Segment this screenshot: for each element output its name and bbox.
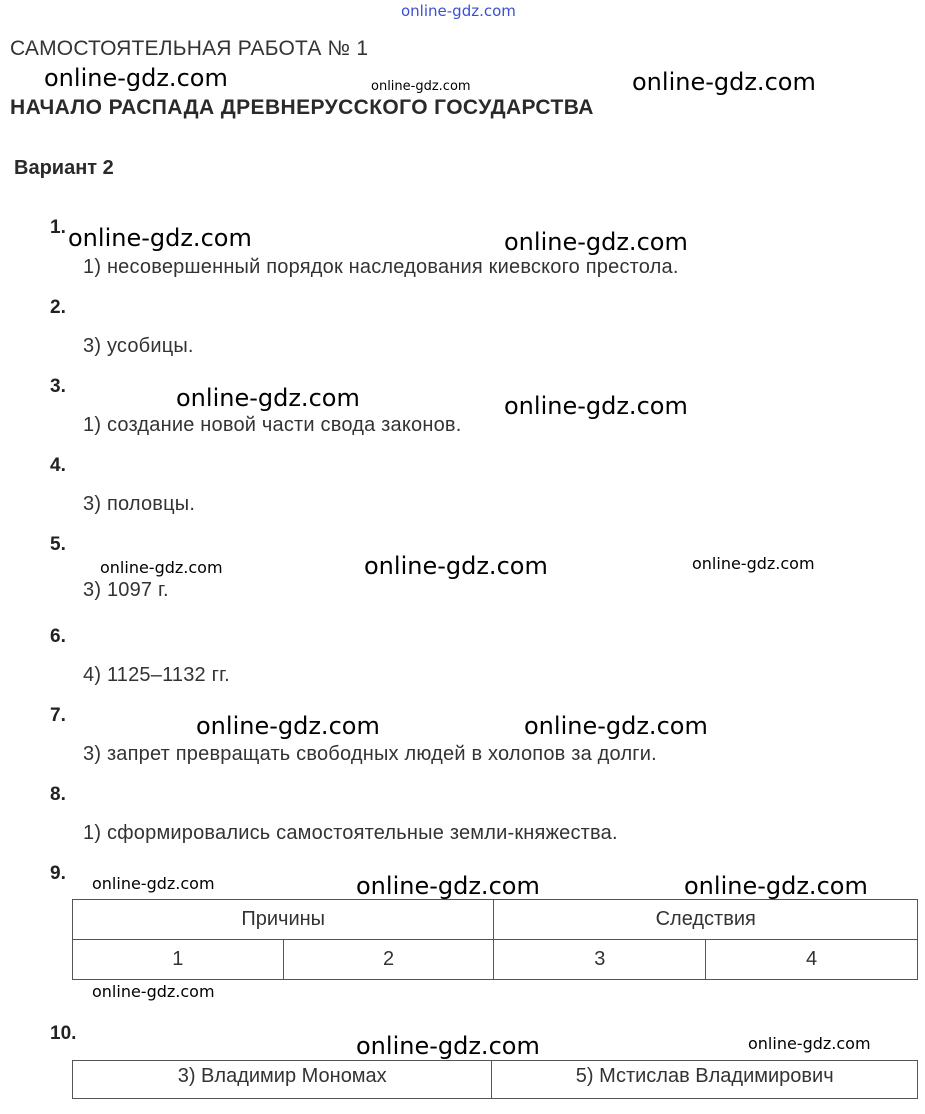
- answer-7: 3) запрет превращать свободных людей в холопов за долги.: [83, 743, 657, 765]
- table10-cell-2: 5) Мстислав Владимирович: [492, 1061, 918, 1099]
- answer-8: 1) сформировались самостоятельные земли-княжества.: [83, 822, 618, 844]
- watermark-text: online-gdz.com: [684, 872, 868, 900]
- answer-2: 3) усобицы.: [83, 335, 194, 357]
- work-title: САМОСТОЯТЕЛЬНАЯ РАБОТА № 1: [10, 37, 369, 60]
- watermark-text: online-gdz.com: [632, 68, 816, 96]
- question-number-6: 6.: [50, 626, 66, 647]
- watermark-text: online-gdz.com: [364, 552, 548, 580]
- question-number-8: 8.: [50, 784, 66, 805]
- answer-1: 1) несовершенный порядок наследования киевского престола.: [83, 256, 679, 278]
- table9-header-causes: Причины: [73, 900, 494, 940]
- topic-title: НАЧАЛО РАСПАДА ДРЕВНЕРУССКОГО ГОСУДАРСТВА: [10, 96, 594, 119]
- watermark-text: online-gdz.com: [44, 64, 228, 92]
- question-number-2: 2.: [50, 297, 66, 318]
- table9-cell-2: 2: [283, 940, 494, 980]
- table10-cell-1: 3) Владимир Мономах: [73, 1061, 492, 1099]
- question-number-3: 3.: [50, 376, 66, 397]
- answer-4: 3) половцы.: [83, 493, 196, 515]
- table9-cell-3: 3: [494, 940, 706, 980]
- watermark-text: online-gdz.com: [92, 982, 215, 1001]
- answer-3: 1) создание новой части свода законов.: [83, 414, 462, 436]
- watermark-text: online-gdz.com: [356, 872, 540, 900]
- watermark-text: online-gdz.com: [68, 224, 252, 252]
- question-number-10: 10.: [50, 1023, 77, 1044]
- table9-cell-1: 1: [73, 940, 284, 980]
- question-number-9: 9.: [50, 863, 66, 884]
- watermark-text: online-gdz.com: [504, 392, 688, 420]
- table9-header-consequences: Следствия: [494, 900, 918, 940]
- table9-cell-4: 4: [706, 940, 918, 980]
- question-number-5: 5.: [50, 534, 66, 555]
- question-number-4: 4.: [50, 455, 66, 476]
- watermark-text: online-gdz.com: [692, 554, 815, 573]
- watermark-text: online-gdz.com: [748, 1034, 871, 1053]
- table-question-9: [72, 899, 918, 980]
- answer-5: 3) 1097 г.: [83, 579, 169, 601]
- watermark-text: online-gdz.com: [196, 712, 380, 740]
- watermark-text: online-gdz.com: [356, 1032, 540, 1060]
- answer-6: 4) 1125–1132 гг.: [83, 664, 230, 686]
- watermark-text: online-gdz.com: [504, 228, 688, 256]
- watermark-text: online-gdz.com: [524, 712, 708, 740]
- variant-label: Вариант 2: [14, 157, 114, 179]
- watermark-text: online-gdz.com: [176, 384, 360, 412]
- watermark-text: online-gdz.com: [92, 874, 215, 893]
- watermark-text: online-gdz.com: [100, 558, 223, 577]
- question-number-7: 7.: [50, 705, 66, 726]
- table-question-10: [72, 1060, 918, 1099]
- watermark-text: online-gdz.com: [371, 79, 471, 94]
- top-watermark[interactable]: online-gdz.com: [401, 2, 516, 20]
- question-number-1: 1.: [50, 217, 66, 238]
